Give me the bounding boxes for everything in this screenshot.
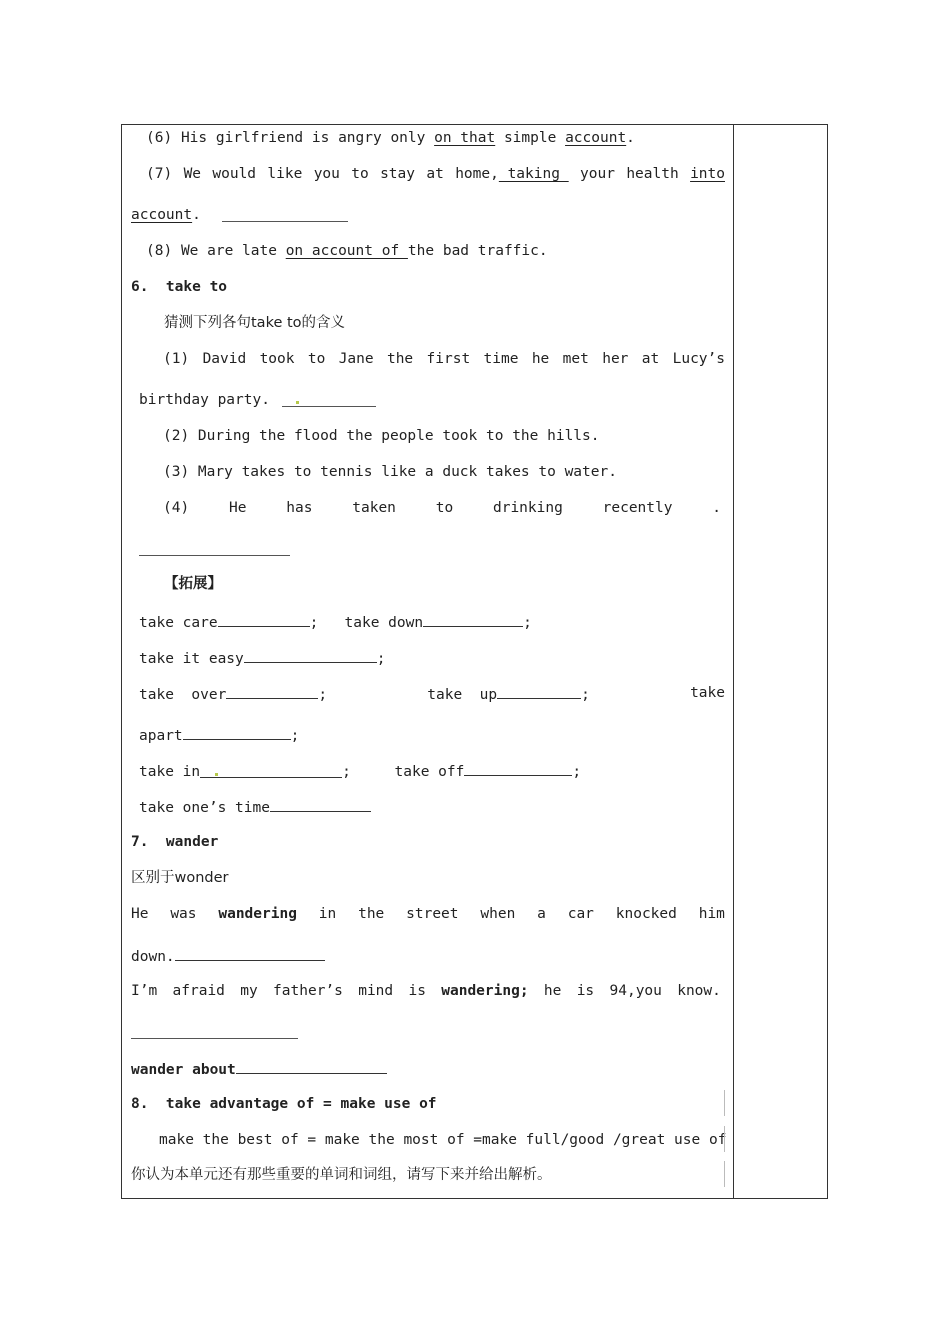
answer-blank xyxy=(139,555,290,556)
margin-mark xyxy=(724,1090,725,1116)
s6-line-4: (4) He has taken to drinking recently . xyxy=(163,500,721,516)
s7-example-2: I’m afraid my father’s mind is wandering; he is 94,you know. xyxy=(131,983,721,999)
extension-heading: 【拓展】 xyxy=(164,576,222,592)
s5-line-7-cont: account. xyxy=(131,207,201,223)
s6-line-2: (2) During the flood the people took to the hills. xyxy=(163,428,600,444)
section-8-title: 8. take advantage of = make use of xyxy=(131,1096,437,1112)
answer-blank xyxy=(131,1038,298,1039)
s5-line-6: (6) His girlfriend is angry only on that simple account. xyxy=(146,130,635,146)
ext-line-in-off: take in ; take off ; xyxy=(139,761,581,781)
margin-mark xyxy=(724,1161,725,1187)
wonder-note: 区别于wonder xyxy=(131,870,229,886)
s8-line-1: make the best of = make the most of =make full/good /great use of xyxy=(159,1132,727,1148)
answer-blank xyxy=(282,406,376,407)
ext-line-easy: take it easy ; xyxy=(139,648,386,668)
column-divider xyxy=(733,124,734,1199)
s6-line-1-cont: birthday party. xyxy=(139,391,299,409)
wander-about-line: wander about xyxy=(131,1059,387,1079)
section-6-title: 6. take to xyxy=(131,279,228,295)
answer-blank xyxy=(222,221,348,222)
s5-line-8: (8) We are late on account of the bad traffic. xyxy=(146,243,548,259)
closing-question: 你认为本单元还有那些重要的单词和词组，请写下来并给出解析。 xyxy=(131,1167,552,1183)
s5-line-7: (7) We would like you to stay at home, taking your health into xyxy=(146,166,725,182)
s6-line-1: (1) David took to Jane the first time he met her at Lucy’s xyxy=(163,351,725,367)
ext-line-care-down: take care ; take down ; xyxy=(139,612,532,632)
section-7-title: 7. wander xyxy=(131,834,219,850)
s7-example-1-cont: down. xyxy=(131,946,325,966)
ext-line-over-up: take over ; take up ; take xyxy=(139,685,725,703)
ext-line-time: take one’s time xyxy=(139,797,371,817)
margin-mark xyxy=(724,1126,725,1152)
s6-line-3: (3) Mary takes to tennis like a duck takes to water. xyxy=(163,464,617,480)
ext-line-apart: apart ; xyxy=(139,725,299,745)
s7-example-1: He was wandering in the street when a car knocked him xyxy=(131,906,725,922)
guess-instruction: 猜测下列各句take to的含义 xyxy=(164,315,346,331)
